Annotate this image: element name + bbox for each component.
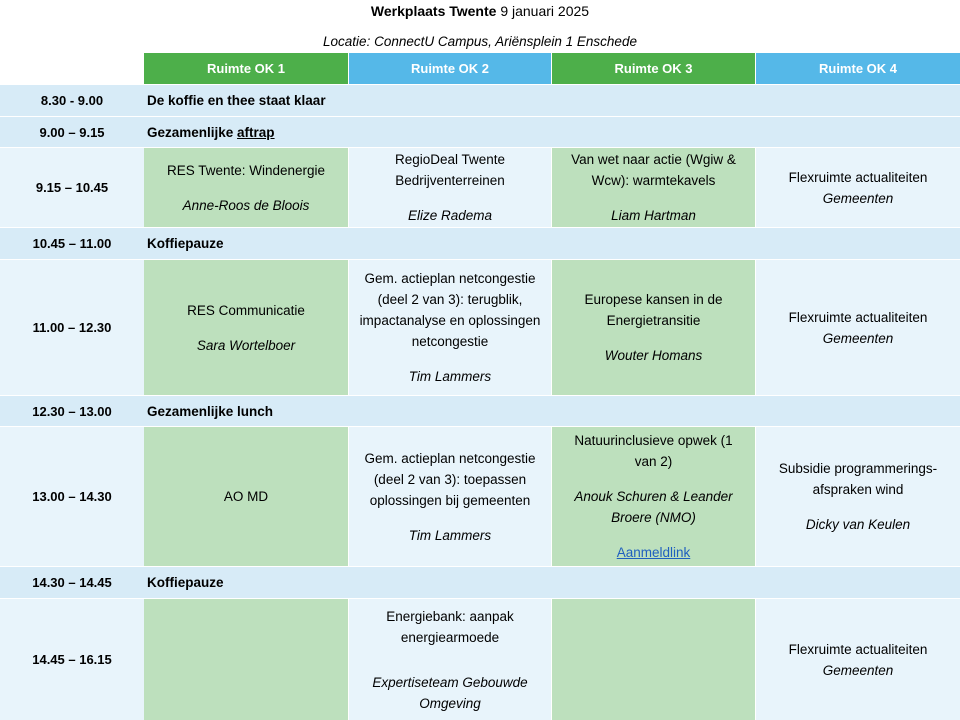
session-cell [144, 427, 348, 566]
schedule-row [0, 148, 960, 227]
session-title: Energietransitie [606, 313, 701, 328]
session-speaker: Sara Wortelboer [196, 337, 296, 353]
session-title: Energiebank: aanpak [386, 608, 514, 624]
schedule-row [0, 85, 960, 116]
session-cell-empty [144, 599, 348, 720]
session-speaker: Dicky van Keulen [805, 517, 911, 532]
session-title: Gem. actieplan netcongestie [364, 450, 536, 466]
session-speaker: Tim Lammers [408, 369, 492, 384]
session-speaker: Gemeenten [822, 190, 894, 206]
session-speaker: Wouter Homans [604, 348, 703, 363]
session-speaker: Expertiseteam Gebouwde [372, 674, 528, 690]
header-row [0, 53, 960, 84]
session-cell [349, 148, 551, 227]
session-cell [349, 260, 551, 395]
session-speaker: Liam Hartman [611, 208, 696, 223]
session-title: Flexruimte actualiteiten [788, 169, 928, 185]
session-cell [349, 427, 551, 566]
title-date: 9 januari 2025 [496, 3, 590, 19]
session-speaker: Broere (NMO) [611, 510, 696, 525]
session-speaker: Gemeenten [822, 330, 894, 346]
session-title: Europese kansen in de [584, 292, 723, 307]
session-title: AO MD [223, 489, 269, 504]
session-speaker: Anouk Schuren & Leander [574, 489, 733, 504]
session-speaker: Omgeving [419, 695, 481, 711]
registration-link[interactable]: Aanmeldlink [616, 545, 691, 560]
time-cell: 12.30 – 13.00 [0, 396, 144, 426]
session-title: (deel 2 van 3): terugblik, [377, 292, 523, 307]
session-speaker: Tim Lammers [408, 527, 492, 543]
session-title: oplossingen bij gemeenten [369, 492, 531, 508]
schedule-row [0, 117, 960, 147]
schedule-row [0, 260, 960, 395]
session-title: energiearmoede [400, 629, 500, 645]
session-title: Gem. actieplan netcongestie [364, 271, 536, 286]
session-cell [552, 148, 755, 227]
plenary-text: Gezamenlijke [147, 124, 238, 140]
time-cell: 11.00 – 12.30 [0, 260, 144, 395]
session-cell [756, 427, 960, 566]
session-title: Flexruimte actualiteiten [788, 641, 928, 657]
time-cell: 14.30 – 14.45 [0, 567, 144, 598]
time-cell: 14.45 – 16.15 [0, 599, 144, 720]
schedule-row [0, 427, 960, 566]
session-cell [756, 599, 960, 720]
session-cell [349, 599, 551, 720]
session-title: Subsidie programmerings- [778, 461, 938, 476]
plenary-text: Koffiepauze [147, 236, 224, 251]
room-header-ok4: Ruimte OK 4 [756, 53, 960, 84]
time-cell: 10.45 – 11.00 [0, 228, 144, 259]
session-cell [552, 260, 755, 395]
session-cell [144, 260, 348, 395]
room-header-ok2: Ruimte OK 2 [349, 53, 551, 84]
plenary-text-underlined: aftrap [237, 124, 275, 140]
session-title: RES Communicatie [187, 302, 305, 318]
plenary-cell [144, 85, 960, 116]
time-cell: 9.15 – 10.45 [0, 148, 144, 227]
session-title: Natuurinclusieve opwek (1 [574, 433, 733, 448]
schedule-row [0, 599, 960, 720]
plenary-cell [144, 228, 960, 259]
session-title: netcongestie [411, 334, 489, 349]
session-title: afspraken wind [812, 482, 904, 497]
plenary-cell [144, 396, 960, 426]
session-title: Flexruimte actualiteiten [788, 309, 928, 325]
session-title: Wcw): warmtekavels [591, 173, 716, 188]
session-cell [144, 148, 348, 227]
plenary-text: De koffie en thee staat klaar [147, 93, 326, 108]
room-header-ok3: Ruimte OK 3 [552, 53, 755, 84]
page-title [0, 3, 960, 19]
session-cell [756, 148, 960, 227]
location-text: Locatie: ConnectU Campus, Ariënsplein 1 Enschede [323, 34, 637, 49]
session-cell [756, 260, 960, 395]
schedule-row [0, 396, 960, 426]
session-cell [552, 427, 755, 566]
session-title: Bedrijventerreinen [395, 173, 505, 188]
session-title: (deel 2 van 3): toepassen [373, 471, 527, 487]
time-cell: 9.00 – 9.15 [0, 117, 144, 147]
time-cell: 13.00 – 14.30 [0, 427, 144, 566]
schedule-row [0, 228, 960, 259]
session-title: Van wet naar actie (Wgiw & [571, 152, 736, 167]
plenary-cell [144, 117, 960, 147]
session-speaker: Anne-Roos de Bloois [182, 197, 310, 213]
title-bold: Werkplaats Twente [370, 3, 497, 19]
session-cell-empty [552, 599, 755, 720]
plenary-text: Gezamenlijke lunch [147, 403, 274, 419]
session-title: RES Twente: Windenergie [166, 162, 326, 178]
session-title: impactanalyse en oplossingen [359, 313, 541, 328]
plenary-cell [144, 567, 960, 598]
session-speaker: Gemeenten [822, 662, 894, 678]
room-header-ok1: Ruimte OK 1 [144, 53, 348, 84]
session-title: RegioDeal Twente [394, 152, 506, 167]
session-title: van 2) [634, 454, 673, 469]
plenary-text: Koffiepauze [147, 575, 224, 590]
time-cell: 8.30 - 9.00 [0, 85, 144, 116]
schedule-row [0, 567, 960, 598]
session-speaker: Elize Radema [407, 208, 493, 223]
